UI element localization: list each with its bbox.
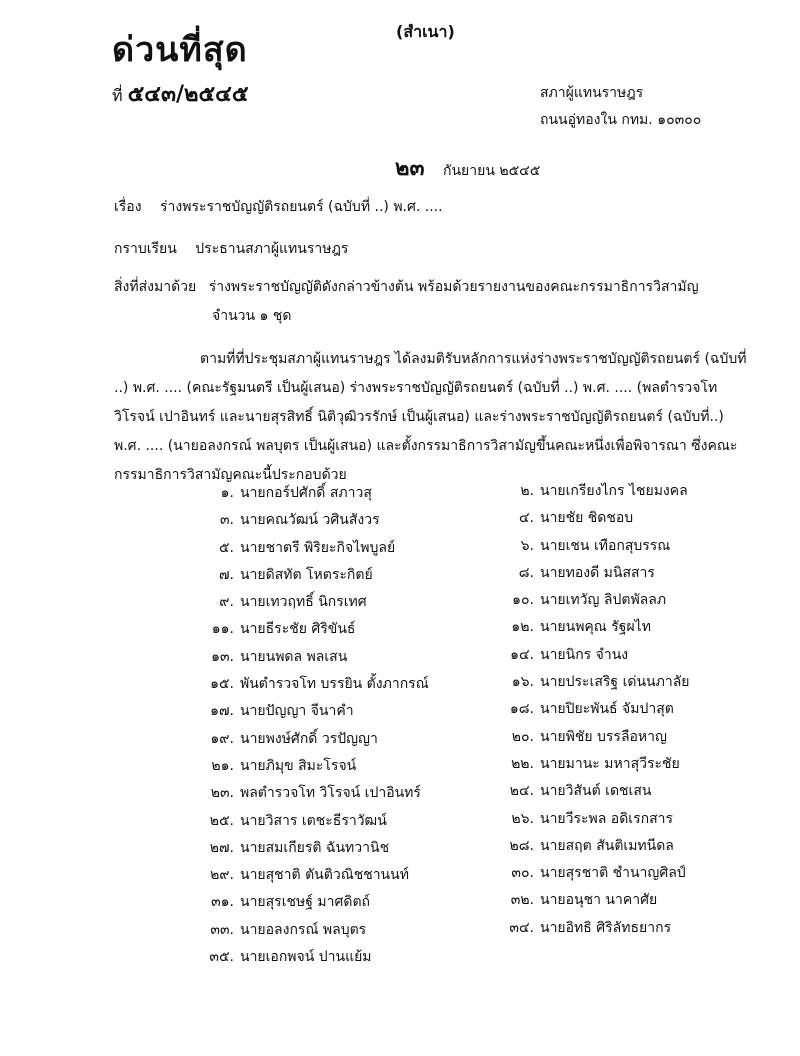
member-list-item: [490, 669, 689, 696]
member-number: ๒๑.: [211, 757, 234, 774]
member-list-item: [490, 587, 689, 614]
member-list-item: [190, 507, 429, 534]
member-list-item: [490, 724, 689, 751]
member-name: นายชาตรี พิริยะกิจไพบูลย์: [240, 539, 396, 556]
member-number: ๑๘.: [509, 701, 534, 718]
member-list-item: [490, 696, 689, 723]
copy-mark: (สำเนา): [396, 22, 455, 41]
enclosure-line: [114, 276, 699, 298]
address-line-1: สภาผู้แทนราษฎร: [540, 85, 644, 101]
salutation-label: กราบเรียน: [114, 241, 177, 257]
member-number: ๒๘.: [509, 837, 534, 854]
member-name: นายวีระพล อดิเรกสาร: [540, 810, 673, 827]
member-list-item: [190, 944, 429, 971]
member-number: ๑๖.: [511, 674, 534, 691]
member-name: นายอิทธิ ศิริลัทธยากร: [540, 919, 672, 936]
enclosure-label: สิ่งที่ส่งมาด้วย: [114, 279, 197, 295]
member-number: ๒๖.: [511, 810, 534, 827]
member-list-item: [190, 535, 429, 562]
member-name: นายสุชาติ ตันติวณิชชานนท์: [240, 867, 409, 884]
member-list-item: [490, 833, 689, 860]
member-name: นายธีระชัย ศิริขันธ์: [240, 621, 356, 638]
member-number: ๒๕.: [209, 812, 234, 829]
salutation-line: [114, 238, 348, 260]
member-number: ๗.: [219, 566, 234, 583]
member-number: ๕.: [218, 539, 234, 556]
member-name: นายเทวัญ ลิปตพัลลภ: [540, 592, 667, 609]
member-number: ๓๓.: [210, 921, 234, 938]
urgent-heading: ด่วนที่สุด: [112, 30, 248, 70]
member-list-item: [490, 642, 689, 669]
member-name: นายสมเกียรติ ฉันทวานิช: [240, 839, 390, 856]
member-number: ๒๗.: [209, 839, 234, 856]
member-name: นายปัญญา จีนาคำ: [240, 703, 354, 720]
member-name: นายนิกร จำนง: [540, 646, 629, 663]
member-name: นายเอกพจน์ ปานแย้ม: [240, 949, 372, 966]
member-name: นายดิสทัต โหตระกิตย์: [240, 566, 373, 583]
member-name: นายอลงกรณ์ พลบุตร: [240, 921, 367, 938]
body-paragraph: [114, 345, 754, 490]
document-number-value: ๕๔๓/๒๕๔๕: [127, 82, 249, 107]
member-name: พลตำรวจโท วิโรจน์ เปาอินทร์: [240, 785, 421, 802]
member-list-item: [490, 614, 689, 641]
member-list-item: [190, 753, 429, 780]
member-name: นายวิสาร เตชะธีราวัฒน์: [240, 812, 387, 829]
member-number: ๒๔.: [509, 783, 534, 800]
member-number: ๑๒.: [511, 619, 534, 636]
member-list-item: [190, 780, 429, 807]
member-number: ๑๕.: [210, 676, 234, 693]
member-list-item: [190, 889, 429, 916]
member-number: ๔.: [518, 510, 534, 527]
member-number: ๑๔.: [510, 646, 534, 663]
subject-line: [114, 196, 443, 218]
member-number: ๘.: [518, 564, 534, 581]
member-list-item: [490, 478, 689, 505]
member-name: นายสุรชาติ ชำนาญศิลป์: [540, 865, 686, 882]
member-name: นายชัย ชิดชอบ: [540, 510, 634, 527]
member-name: พันตำรวจโท บรรยิน ตั้งภากรณ์: [240, 676, 429, 693]
member-number: ๑.: [220, 485, 234, 501]
date-month-year: กันยายน ๒๕๔๕: [443, 163, 541, 179]
member-name: นายสุรเชษฐ์ มาศดิตถ์: [240, 894, 371, 911]
document-date: [395, 150, 540, 185]
member-number: ๑๙.: [210, 730, 234, 747]
member-number: ๓.: [219, 512, 234, 529]
member-name: นายภิมุข สิมะโรจน์: [240, 757, 357, 774]
members-list-left: [190, 480, 429, 971]
subject-label: เรื่อง: [114, 199, 142, 215]
member-list-item: [190, 644, 429, 671]
member-name: นายนพคุณ รัฐผไท: [540, 619, 651, 636]
member-list-item: [190, 917, 429, 944]
member-name: นายประเสริฐ เด่นนภาลัย: [540, 674, 690, 691]
member-list-item: [190, 698, 429, 725]
member-number: ๑๗.: [210, 703, 234, 720]
member-name: นายเทวฤทธิ์ นิกรเทศ: [240, 594, 367, 611]
member-number: ๒๒.: [511, 755, 534, 772]
member-list-item: [190, 671, 429, 698]
member-list-item: [190, 562, 429, 589]
document-number-prefix: ที่: [112, 86, 123, 105]
member-list-item: [490, 860, 689, 887]
member-list-item: [190, 835, 429, 862]
member-name: นายมานะ มหาสุวีระชัย: [540, 755, 680, 772]
member-number: ๒๓.: [210, 785, 234, 802]
member-list-item: [490, 560, 689, 587]
member-list-item: [490, 806, 689, 833]
member-list-item: [490, 915, 689, 942]
member-name: นายปิยะพันธ์ จัมปาสุต: [540, 701, 674, 718]
member-list-item: [490, 887, 689, 914]
member-number: ๓๕.: [209, 949, 234, 966]
member-number: ๑๑.: [211, 621, 234, 638]
member-list-item: [190, 726, 429, 753]
member-list-item: [490, 505, 689, 532]
member-list-item: [490, 778, 689, 805]
subject-text: ร่างพระราชบัญญัติรถยนตร์ (ฉบับที่ ..) พ.ศ. ....: [160, 199, 443, 215]
member-number: ๒.: [520, 483, 534, 499]
enclosure-text: ร่างพระราชบัญญัติดังกล่าวข้างต้น พร้อมด้วยรายงานของคณะกรรมาธิการวิสามัญ: [208, 279, 699, 295]
date-day: ๒๓: [395, 156, 425, 181]
member-list-item: [190, 862, 429, 889]
member-number: ๖.: [520, 537, 534, 554]
member-number: ๓๐.: [511, 865, 534, 882]
salutation-text: ประธานสภาผู้แทนราษฎร: [195, 241, 349, 257]
member-list-item: [190, 480, 429, 507]
member-name: นายวิสันต์ เดชเสน: [540, 783, 652, 800]
enclosure-count: จำนวน ๑ ชุด: [212, 308, 292, 324]
member-number: ๒๐.: [511, 728, 534, 745]
member-number: ๑๓.: [211, 648, 234, 665]
member-name: นายพิชัย บรรลือหาญ: [540, 728, 667, 745]
member-name: นายคณวัฒน์ วศินสังวร: [240, 512, 380, 529]
member-number: ๑๐.: [512, 592, 534, 609]
member-list-item: [490, 533, 689, 560]
document-number: [112, 76, 248, 111]
member-number: ๓๒.: [510, 892, 534, 909]
member-name: นายสฤต สันติเมทนีดล: [540, 837, 674, 854]
member-name: นายพงษ์ศักดิ์ วรปัญญา: [240, 730, 378, 747]
members-list-right: [490, 478, 689, 942]
member-name: นายอนุชา นาคาศัย: [540, 892, 658, 909]
address-line-2: ถนนอู่ทองใน กทม. ๑๐๓๐๐: [540, 112, 702, 128]
member-list-item: [190, 616, 429, 643]
member-list-item: [490, 751, 689, 778]
body-paragraph-text: ตามที่ที่ประชุมสภาผู้แทนราษฎร ได้ลงมติรับหลักการแห่งร่างพระราชบัญญัติรถยนตร์ (ฉบับที่ ..) พ.ศ. .... (คณะรัฐมนตรี เป็นผู้เสนอ) ร่างพระราชบัญญัติรถยนตร์ (ฉบับที่ ..) พ.ศ. .... (พลตำรวจโท วิโรจน์ เปาอินทร์ และนายสุรสิทธิ์ นิติวุฒิวรรักษ์ เป็นผู้เสนอ) และร่างพระราชบัญญัติรถยนตร์ (ฉบับที่..) พ.ศ. .... (นายอลงกรณ์ พลบุตร เป็นผู้เสนอ) และตั้งกรรมาธิการวิสามัญขึ้นคณะหนึ่งเพื่อพิจารณา ซึ่งคณะกรรมาธิการวิสามัญคณะนี้ประกอบด้วย: [114, 351, 747, 483]
member-number: ๙.: [219, 594, 234, 611]
member-name: นายกอร์ปศักดิ์ สภาวสุ: [240, 485, 372, 501]
member-list-item: [190, 589, 429, 616]
member-name: นายเชน เทือกสุบรรณ: [540, 537, 671, 554]
member-number: ๓๔.: [509, 919, 534, 936]
member-name: นายเกรียงไกร ไชยมงคล: [540, 483, 688, 499]
member-list-item: [190, 808, 429, 835]
member-name: นายทองดี มนิสสาร: [540, 564, 655, 581]
member-number: ๒๙.: [210, 867, 234, 884]
member-name: นายนพดล พลเสน: [240, 648, 348, 665]
member-number: ๓๑.: [211, 894, 234, 911]
